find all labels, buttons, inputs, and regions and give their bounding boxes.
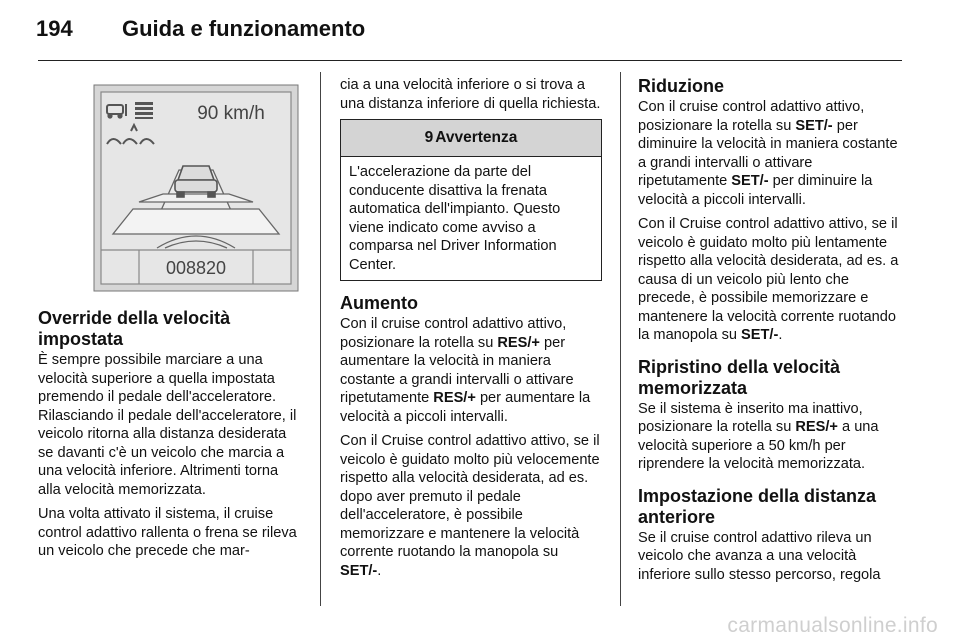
column-1 (38, 76, 302, 567)
instrument-display-illustration (93, 84, 299, 292)
section-distanza (638, 486, 904, 585)
paragraph: Con il cruise control adattivo attivo, posizionare la rotella su RES/+ per aumentare la velocità in maniera costante a grandi intervalli o attivare ripetutamente RES/+ per aumentare la velocità a piccoli intervalli. (340, 316, 591, 425)
control-label: SET/- (731, 173, 769, 189)
odometer-readout: 008820 (165, 258, 227, 278)
paragraph: Una volta attivato il sistema, il cruise control adattivo rallenta o frena se rileva un veicolo che precede che mar- (38, 506, 297, 559)
car-ahead-icon (175, 166, 217, 197)
paragraph: cia a una velocità inferiore o si trova a una distanza inferiore di quella richiesta. (340, 77, 601, 112)
paragraph: Con il Cruise control adattivo attivo, se il veicolo è guidato molto più velocemente rispetto alla velocità desiderata, ad es. dopo aver premuto il pedale dell'acceleratore, è possibile memorizzare e mantenere la velocità corrente ruotando la manopola su SET/-. (340, 433, 600, 579)
watermark: carmanualsonline.info (727, 614, 938, 637)
control-label: RES/+ (795, 419, 838, 435)
control-label: RES/+ (433, 390, 476, 406)
column-divider-1 (320, 72, 321, 606)
control-label: SET/- (741, 327, 779, 343)
control-label: SET/- (795, 117, 833, 134)
paragraph: Con il Cruise control adattivo attivo, se il veicolo è guidato molto più lentamente rispetto alla velocità desiderata, ad es. a causa di un veicolo più lento che precede, è possibile memorizzare e mantenere la velocità corrente ruotando la manopola su SET/-. (638, 216, 899, 343)
section-title: Riduzione (638, 76, 724, 96)
warning-header (341, 120, 601, 157)
warning-text: L'accelerazione da parte del conducente disattiva la frenata automatica dell'impianto. Questo viene indicato come avviso a comparsa nel Driver Information Center. (349, 164, 561, 273)
cruise-display-figure (93, 84, 299, 292)
control-label: RES/+ (497, 334, 540, 351)
section-ripristino (638, 357, 904, 474)
page-number: 194 (36, 16, 73, 41)
section-title: Override della velocità impostata (38, 308, 231, 349)
column-divider-2 (620, 72, 621, 606)
paragraph: Se il cruise control adattivo rileva un veicolo che avanza a una velocità inferiore sullo stesso percorso, regola (638, 529, 881, 583)
page-header (36, 14, 902, 58)
page-title: Guida e funzionamento (122, 16, 366, 41)
paragraph: È sempre possibile marciare a una velocità superiore a quella impostata premendo il pedale dell'acceleratore. Rilasciando il pedale dell'acceleratore, il veicolo ritorna alla distanza desiderata se davanti c'è un veicolo che marcia a una velocità inferiore. Altrimenti torna alla velocità memorizzata. (38, 352, 297, 498)
section-aumento (340, 293, 602, 580)
paragraph: Se il sistema è inserito ma inattivo, posizionare la rotella su RES/+ a una velocità superiore a 50 km/h per riprendere la velocità memorizzata. (638, 400, 879, 472)
speed-readout: 90 km/h (197, 103, 265, 124)
column-2 (340, 76, 602, 586)
header-rule (38, 60, 902, 61)
section-title: Impostazione della distanza anteriore (638, 485, 877, 527)
control-label: SET/- (340, 562, 378, 579)
warning-icon: 9 (424, 129, 434, 146)
section-riduzione (638, 76, 904, 345)
warning-title: Avvertenza (435, 129, 518, 146)
section-title: Ripristino della velocità memorizzata (638, 356, 841, 398)
section-override (38, 308, 302, 561)
paragraph: Con il cruise control adattivo attivo, posizionare la rotella su SET/- per diminuire la velocità in maniera costante a grandi intervalli o attivare ripetutamente SET/- per diminuire la velocità a piccoli intervalli. (638, 99, 898, 208)
warning-box (340, 119, 602, 281)
column-3 (638, 76, 904, 590)
section-title: Aumento (340, 293, 418, 313)
